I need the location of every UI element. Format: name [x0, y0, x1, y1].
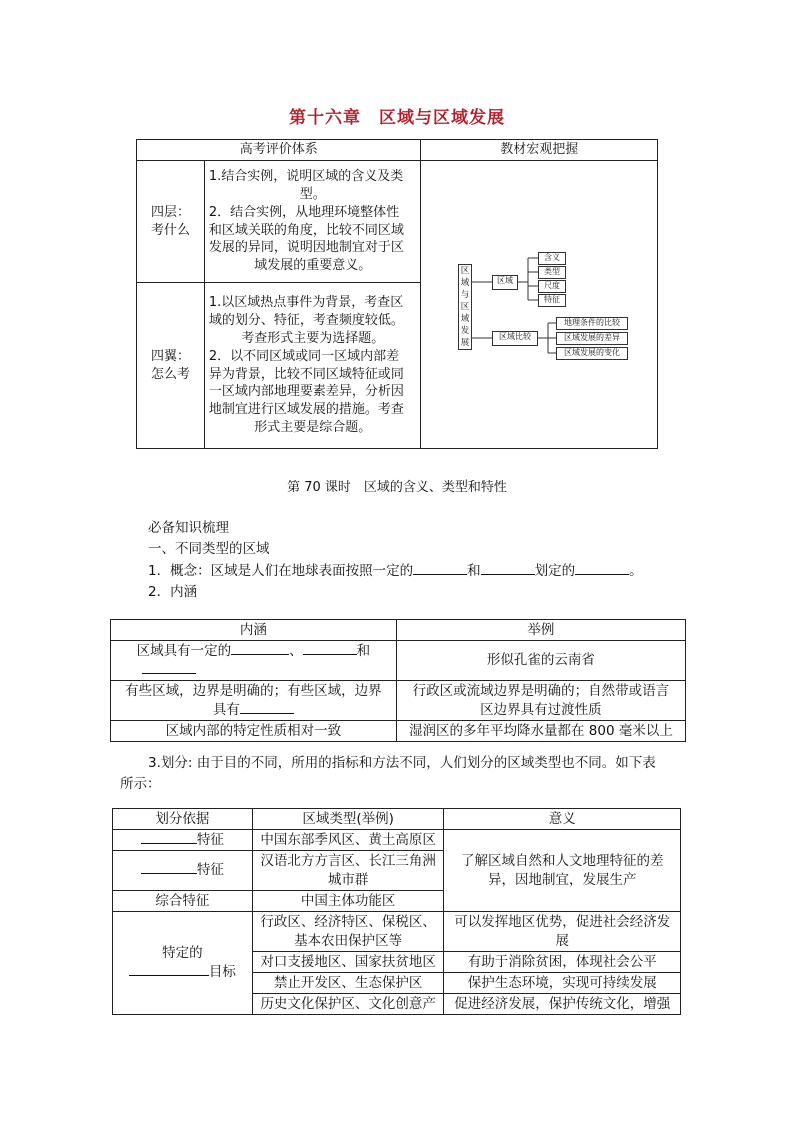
req-line: 型。	[299, 186, 326, 202]
division-text-line2: 所示：	[120, 776, 161, 792]
concept-text: 和	[467, 563, 481, 579]
cell-text: 汉语北方方言区、长江三角洲	[260, 852, 436, 869]
eval-header-left: 高考评价体系	[137, 140, 421, 161]
fill-blank[interactable]	[413, 573, 467, 575]
example-cell	[396, 681, 685, 721]
cell-text: 基本农田保护区等	[294, 932, 403, 949]
type-cell: 历史文化保护区、文化创意产	[252, 994, 444, 1015]
concept-text: 1．概念：区域是人们在地球表面按照一定的	[148, 563, 414, 579]
cell-text: 异，因地制宜，发展生产	[487, 871, 637, 888]
type-cell: 对口支援地区、国家扶贫地区	[252, 952, 444, 973]
concept-branch-compare: 区域比较	[492, 331, 538, 346]
concept-item: 区域发展的差异	[556, 332, 628, 345]
req-line: 形式主要是综合题。	[254, 420, 372, 436]
cell-text: 行政区或流域边界是明确的；自然带或语言	[412, 682, 670, 699]
cell-text: 了解区域自然和人文地理特征的差	[460, 852, 664, 869]
type-cell: 中国东部季风区、黄土高原区	[252, 830, 444, 851]
req-line: 2．以不同区域或同一区域内部差	[208, 348, 400, 364]
cell-text: 目标	[208, 964, 236, 980]
req-line: 一区域内部地理要素差异，分析因	[208, 384, 404, 400]
basis-cell	[113, 830, 253, 851]
concept-branch-region: 区域	[492, 275, 518, 290]
concept-item: 含义	[538, 252, 566, 265]
req-line: 发展的异同，说明因地制宜对于区	[208, 240, 404, 256]
row-label-what	[137, 161, 205, 283]
cell-text: 有些区域，边界是明确的；有些区域，边界	[125, 682, 382, 699]
concept-root-box	[458, 264, 472, 350]
row-label-line: 考什么	[150, 222, 190, 238]
meaning-cell: 保护生态环境，实现可持续发展	[444, 973, 681, 994]
chapter-title: 第十六章 区域与区域发展	[289, 108, 505, 128]
connotation-cell	[111, 681, 397, 721]
cell-text: 特征	[196, 862, 224, 879]
cell-text: 特定的	[162, 945, 203, 962]
fill-blank[interactable]	[240, 712, 294, 714]
row-label-line: 四层：	[150, 204, 190, 220]
sub-heading: 一、不同类型的区域	[148, 541, 270, 557]
meaning-cell	[444, 912, 681, 952]
fill-blank[interactable]	[129, 974, 209, 976]
header-cell: 举例	[396, 620, 685, 641]
req-line: 1.以区域热点事件为背景，考查区	[208, 294, 404, 310]
cell-text: 具有	[212, 701, 240, 718]
fill-blank[interactable]	[231, 653, 289, 655]
concept-root-label: 区域与区域发展	[460, 266, 470, 348]
cell-text: 区域具有一定的	[136, 642, 232, 659]
header-cell: 划分依据	[113, 809, 253, 830]
cell-text: 区边界具有过渡性质	[480, 701, 602, 718]
basis-cell	[113, 851, 253, 891]
concept-text: 划定的	[534, 563, 576, 579]
fill-blank[interactable]	[303, 653, 357, 655]
connotation-cell: 区域内部的特定性质相对一致	[111, 721, 397, 742]
section-heading: 必备知识梳理	[148, 520, 229, 536]
connotation-cell	[111, 641, 397, 681]
fill-blank[interactable]	[141, 872, 197, 874]
example-cell: 湿润区的多年平均降水量都在 800 毫米以上	[396, 721, 685, 742]
concept-line	[148, 559, 643, 579]
req-line: 域的划分、特征，考查频度较低。	[208, 312, 404, 328]
fill-blank[interactable]	[141, 842, 197, 844]
req-line: 地制宜进行区域发展的措施。考查	[208, 402, 404, 418]
cell-text: 展	[555, 932, 569, 949]
row-label-line: 怎么考	[150, 366, 190, 382]
cell-text: 行政区、经济特区、保税区、	[260, 913, 436, 930]
row-label-line: 四翼：	[150, 348, 190, 364]
row-label-how	[137, 283, 205, 449]
concept-item: 区域发展的变化	[556, 347, 628, 360]
header-cell: 区域类型(举例)	[252, 809, 444, 830]
example-cell: 形似孔雀的云南省	[396, 641, 685, 681]
meaning-cell: 有助于消除贫困，体现社会公平	[444, 952, 681, 973]
header-cell: 内涵	[111, 620, 397, 641]
req-line: 域发展的重要意义。	[254, 258, 372, 274]
header-cell: 意义	[444, 809, 681, 830]
connotation-table	[110, 619, 686, 742]
concept-map	[452, 250, 632, 360]
basis-cell	[113, 912, 253, 1015]
requirement-text-what	[204, 161, 421, 283]
req-line: 考查形式主要为选择题。	[241, 330, 385, 346]
req-line: 1.结合实例，说明区域的含义及类	[208, 168, 404, 184]
concept-text: 。	[629, 563, 643, 579]
type-cell: 禁止开发区、生态保护区	[252, 973, 444, 994]
concept-item: 地理条件的比较	[556, 317, 628, 330]
cell-text: 城市群	[327, 871, 369, 888]
req-line: 异为背景，比较不同区域特征或同	[208, 366, 404, 382]
concept-item: 特征	[538, 294, 566, 307]
concept-item: 类型	[538, 266, 566, 279]
type-cell	[252, 912, 444, 952]
type-cell	[252, 851, 444, 891]
fill-blank[interactable]	[142, 672, 196, 674]
req-line: 和区域关联的角度，比较不同区域	[208, 222, 404, 238]
req-line: 2．结合实例，从地理环境整体性	[208, 204, 400, 220]
division-text-line1: 3.划分: 由于目的不同，所用的指标和方法不同，人们划分的区域类型也不同。如下表	[148, 755, 656, 771]
type-cell: 中国主体功能区	[252, 891, 444, 912]
meaning-cell	[444, 830, 681, 912]
cell-text: 特征	[196, 831, 224, 848]
concept-item: 尺度	[538, 280, 566, 293]
meaning-cell: 促进经济发展，保护传统文化，增强	[444, 994, 681, 1015]
cell-text: 、	[289, 642, 303, 659]
cell-text: 和	[356, 642, 371, 659]
eval-header-right: 教材宏观把握	[421, 140, 658, 161]
basis-cell: 综合特征	[113, 891, 253, 912]
neihan-label: 2．内涵	[148, 584, 198, 600]
requirement-text-how	[204, 283, 421, 449]
division-table	[112, 808, 681, 1015]
cell-text: 可以发挥地区优势，促进社会经济发	[454, 913, 671, 930]
fill-blank[interactable]	[575, 573, 629, 575]
fill-blank[interactable]	[481, 573, 535, 575]
lesson-title: 第 70 课时 区域的含义、类型和特性	[287, 480, 507, 495]
